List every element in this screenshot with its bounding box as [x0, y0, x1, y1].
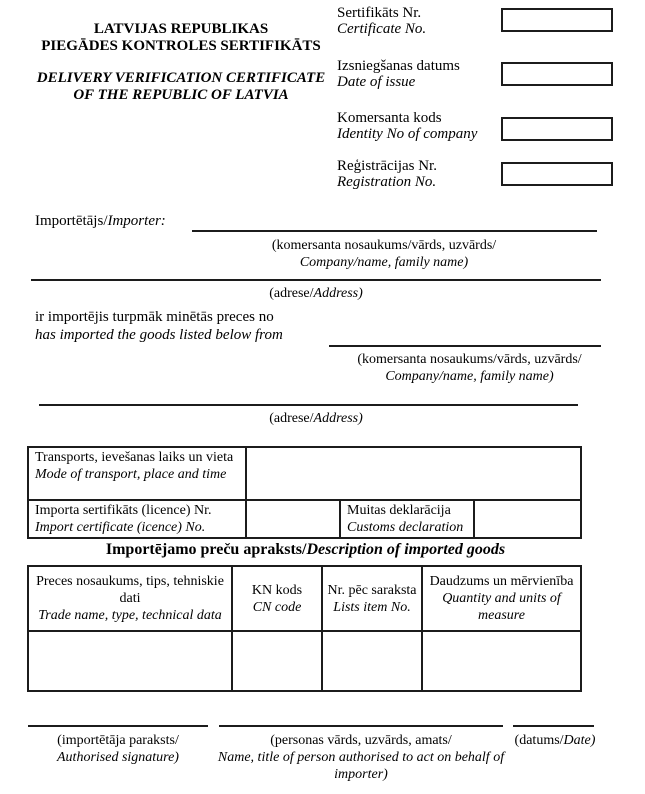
authorised-person-caption [212, 732, 510, 783]
importer-label [35, 213, 166, 230]
title-en-line2: OF THE REPUBLIC OF LATVIA [73, 87, 289, 103]
authorised-person-line[interactable] [219, 725, 503, 727]
goods-cell-trade-name[interactable] [28, 631, 232, 691]
goods-col-trade-name-header [28, 566, 232, 631]
signature-line[interactable] [28, 725, 208, 727]
source-company-caption-en: Company/name, family name) [385, 369, 554, 384]
title-en-line1: DELIVERY VERIFICATION CERTIFICATE [36, 70, 326, 86]
company-code-label [337, 110, 512, 142]
licence-label-en: Import certificate (icence) No. [35, 520, 206, 535]
registration-no-box[interactable] [501, 162, 613, 186]
importer-label-lv: Importētājs/ [35, 213, 108, 229]
customs-label-lv: Muitas deklarācija [347, 503, 451, 518]
date-of-issue-label [337, 58, 512, 90]
transport-table [27, 446, 582, 539]
goods-col-trade-name-en: Trade name, type, technical data [38, 608, 222, 623]
goods-col-trade-name-lv: Preces nosaukums, tips, tehniskie dati [36, 574, 224, 606]
importer-address-line[interactable] [31, 279, 601, 281]
table-row [28, 447, 581, 500]
signature-caption-lv: (importētāja paraksts/ [57, 733, 179, 748]
importer-company-caption-en: Company/name, family name) [299, 255, 469, 270]
date-caption-en: Date) [563, 733, 596, 748]
licence-label-lv: Importa sertifikāts (licence) Nr. [35, 503, 212, 518]
source-name-line[interactable] [329, 345, 601, 347]
importer-address-caption [166, 285, 466, 302]
source-company-caption-lv: (komersanta nosaukums/vārds, uzvārds/ [357, 352, 582, 367]
registration-no-label [337, 158, 512, 190]
imported-from-intro-en: has imported the goods listed below from [35, 327, 283, 343]
goods-col-quantity-lv: Daudzums un mērvienība [429, 574, 574, 589]
transport-value-cell[interactable] [246, 447, 581, 500]
source-address-line[interactable] [39, 404, 578, 406]
importer-address-caption-en: Address) [313, 286, 363, 301]
source-company-caption [347, 351, 592, 385]
transport-label-cell [28, 447, 246, 500]
goods-col-list-item-en: Lists item No. [333, 599, 411, 615]
table-row [28, 566, 581, 631]
source-address-caption [166, 410, 466, 427]
customs-value-cell[interactable] [474, 500, 581, 538]
date-caption [505, 732, 605, 749]
goods-col-cn-code-lv: KN kods [251, 582, 303, 598]
goods-heading [27, 541, 584, 559]
title-lv-line1: LATVIJAS REPUBLIKAS [93, 21, 269, 37]
date-of-issue-label-en: Date of issue [337, 74, 416, 90]
transport-label-en: Mode of transport, place and time [35, 467, 227, 482]
date-of-issue-label-lv: Izsniegšanas datums [337, 58, 460, 74]
certificate-title [28, 21, 334, 104]
customs-label-cell [340, 500, 474, 538]
signature-caption-en: Authorised signature) [57, 750, 179, 765]
goods-col-quantity-header [422, 566, 581, 631]
company-code-label-en: Identity No of company [337, 126, 478, 142]
table-row [28, 500, 581, 538]
table-row [28, 631, 581, 691]
goods-cell-cn-code[interactable] [232, 631, 322, 691]
goods-heading-en: Description of imported goods [306, 541, 506, 558]
date-caption-lv: (datums/ [514, 733, 564, 748]
certificate-no-label-en: Certificate No. [337, 21, 427, 37]
licence-label-cell [28, 500, 246, 538]
goods-col-list-item-header [322, 566, 422, 631]
certificate-no-box[interactable] [501, 8, 613, 32]
customs-label-en: Customs declaration [347, 520, 464, 535]
registration-no-label-en: Registration No. [337, 174, 437, 190]
certificate-no-label [337, 5, 512, 37]
imported-from-intro-lv: ir importējis turpmāk minētās preces no [35, 309, 274, 325]
date-of-issue-box[interactable] [501, 62, 613, 86]
registration-no-label-lv: Reģistrācijas Nr. [337, 158, 437, 174]
goods-col-cn-code-en: CN code [252, 599, 302, 615]
company-code-box[interactable] [501, 117, 613, 141]
signature-caption [23, 732, 213, 766]
date-line[interactable] [513, 725, 594, 727]
goods-col-quantity-en: Quantity and units of measure [442, 591, 561, 623]
goods-table [27, 565, 582, 692]
importer-company-caption-lv: (komersanta nosaukums/vārds, uzvārds/ [271, 238, 497, 253]
title-lv-line2: PIEGĀDES KONTROLES SERTIFIKĀTS [41, 38, 321, 54]
goods-cell-quantity[interactable] [422, 631, 581, 691]
importer-label-en: Importer: [107, 213, 166, 229]
transport-label-lv: Transports, ievešanas laiks un vieta [35, 450, 234, 465]
authorised-person-caption-en: Name, title of person authorised to act on behalf of importer) [217, 750, 505, 782]
company-code-label-lv: Komersanta kods [337, 110, 442, 126]
certificate-no-label-lv: Sertifikāts Nr. [337, 5, 422, 21]
importer-company-caption [244, 237, 524, 271]
goods-cell-list-item[interactable] [322, 631, 422, 691]
source-address-caption-en: Address) [313, 411, 363, 426]
goods-col-list-item-lv: Nr. pēc saraksta [327, 582, 417, 598]
goods-col-cn-code-header [232, 566, 322, 631]
importer-address-caption-lv: (adrese/ [269, 286, 314, 301]
authorised-person-caption-lv: (personas vārds, uzvārds, amats/ [270, 733, 452, 748]
goods-heading-lv: Importējamo preču apraksts/ [105, 541, 307, 558]
licence-value-cell[interactable] [246, 500, 340, 538]
importer-name-line[interactable] [192, 230, 597, 232]
source-address-caption-lv: (adrese/ [269, 411, 314, 426]
